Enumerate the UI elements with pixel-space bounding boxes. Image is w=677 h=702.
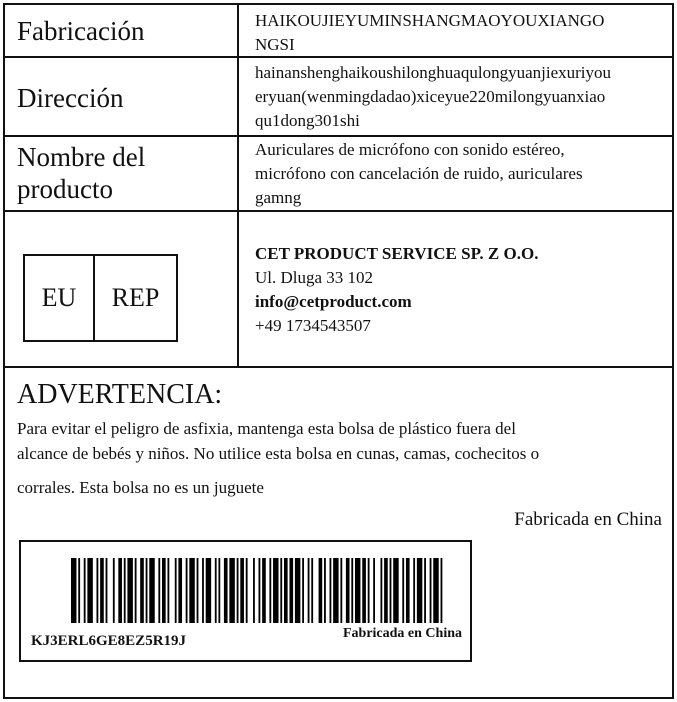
eu-rep-street: Ul. Dluga 33 102: [255, 268, 374, 287]
warning-line-2: alcance de bebés y niños. No utilice esta bolsa en cunas, camas, cochecitos o: [17, 444, 540, 463]
barcode-bar: [311, 558, 313, 623]
barcode-bar: [380, 558, 382, 623]
product-label-cell: [5, 137, 239, 210]
barcode-bar: [78, 558, 80, 623]
product-value-line-1: Auriculares de micrófono con sonido estéreo,: [255, 140, 565, 159]
product-value-line-3: gamng: [255, 188, 302, 207]
made-in-china-text: Fabricada en China: [514, 509, 662, 530]
barcode-bar: [259, 558, 261, 623]
barcode-bar: [406, 558, 410, 623]
barcode-bar: [319, 558, 323, 623]
barcode-bar: [186, 558, 188, 623]
address-value-line-3: qu1dong301shi: [255, 111, 360, 130]
product-label: [3, 3, 674, 699]
barcode-bar: [140, 558, 144, 623]
barcode-bar: [178, 558, 182, 623]
barcode-bar: [127, 558, 132, 623]
address-value-line-1: hainanshenghaikoushilonghuaqulongyuanjiexuriyou: [255, 63, 611, 82]
barcode-bar: [162, 558, 166, 623]
manufacturer-label: Fabricación: [17, 16, 145, 46]
barcode-bar: [330, 558, 332, 623]
barcode-bar: [284, 558, 288, 623]
eu-rep-info: [255, 242, 538, 338]
barcode-bar: [373, 558, 375, 623]
barcode-bar: [346, 558, 350, 623]
manufacturer-value: [255, 9, 604, 57]
barcode-bar: [100, 558, 104, 623]
eu-rep-email: info@cetproduct.com: [255, 292, 412, 311]
barcode-bar: [71, 558, 76, 623]
address-value-cell: [239, 58, 672, 135]
barcode-bar: [202, 558, 204, 623]
barcode-bar: [384, 558, 388, 623]
manufacturer-value-line-1: HAIKOUJIEYUMINSHANGMAOYOUXIANGO: [255, 11, 605, 30]
barcode-bar: [424, 558, 426, 623]
barcode-bar: [417, 558, 422, 623]
warning-line-1: Para evitar el peligro de asfixia, mantenga esta bolsa de plástico fuera del: [17, 419, 516, 438]
barcode-bar: [167, 558, 169, 623]
eu-rep-company: CET PRODUCT SERVICE SP. Z O.O.: [255, 244, 539, 263]
barcode-bar: [118, 558, 122, 623]
barcode-bar: [229, 558, 234, 623]
barcode-code: KJ3ERL6GE8EZ5R19J: [31, 633, 187, 649]
address-value: [255, 61, 611, 133]
product-value-cell: [239, 137, 672, 210]
barcode-bar: [240, 558, 244, 623]
manufacturer-value-cell: [239, 5, 672, 56]
barcode-bar: [324, 558, 326, 623]
address-label-cell: [5, 58, 239, 135]
barcode-bar: [441, 558, 443, 623]
manufacturer-row: [5, 5, 672, 58]
product-value: [255, 138, 583, 210]
barcode-bar: [96, 558, 98, 623]
barcode-bar: [430, 558, 432, 623]
warning-line-3: corrales. Esta bolsa no es un juguete: [17, 478, 264, 497]
barcode-bar: [302, 558, 304, 623]
barcode-bar: [390, 558, 392, 623]
barcode-bar: [295, 558, 300, 623]
barcode-bar: [262, 558, 266, 623]
barcode-bar: [206, 558, 211, 623]
warning-title: ADVERTENCIA:: [17, 379, 223, 410]
barcode-bar: [269, 558, 271, 623]
barcode-bar: [253, 558, 255, 623]
product-label-line-1: Nombre del: [17, 142, 146, 172]
product-value-line-2: micrófono con cancelación de ruido, auriculares: [255, 164, 583, 183]
warning-text: [17, 416, 539, 500]
barcode-box: [19, 540, 472, 662]
barcode-bar: [106, 558, 108, 623]
barcode-bar: [215, 558, 217, 623]
address-value-line-2: eryuan(wenmingdadao)xiceyue220milongyuanxiao: [255, 87, 606, 106]
barcode-bar: [197, 558, 199, 623]
barcode-bar: [340, 558, 342, 623]
barcode-bar: [433, 558, 438, 623]
barcode-made-in: Fabricada en China: [342, 626, 462, 641]
barcode-bar: [355, 558, 360, 623]
barcode-bar: [175, 558, 177, 623]
barcode-bar: [84, 558, 86, 623]
eu-rep-badge: [23, 254, 178, 342]
eu-rep-badge-eu: EU: [25, 256, 95, 340]
barcode-bar: [237, 558, 239, 623]
barcode-bar: [289, 558, 293, 623]
barcode-bar: [368, 558, 370, 623]
eu-rep-badge-rep: REP: [111, 283, 160, 312]
product-row: [5, 137, 672, 212]
manufacturer-label-cell: [5, 5, 239, 56]
barcode-bar: [393, 558, 398, 623]
barcode-bar: [402, 558, 404, 623]
barcode-bar: [362, 558, 366, 623]
barcode-bar: [158, 558, 160, 623]
address-row: [5, 58, 672, 137]
manufacturer-value-line-2: NGSI: [255, 35, 295, 54]
barcode-bar: [146, 558, 148, 623]
product-label-line-2: producto: [17, 174, 113, 204]
eu-rep-badge-cell: [5, 212, 239, 366]
eu-rep-row: [5, 212, 672, 368]
barcode-bar: [87, 558, 92, 623]
barcode-bar: [246, 558, 248, 623]
barcode-bar: [135, 558, 137, 623]
eu-rep-info-cell: [239, 212, 672, 366]
barcode-bar: [113, 558, 115, 623]
eu-rep-phone: +49 1734543507: [255, 316, 371, 335]
barcode-bar: [189, 558, 194, 623]
barcode-bar: [149, 558, 154, 623]
address-label: Dirección: [17, 83, 124, 113]
barcode-bar: [124, 558, 126, 623]
barcode-bar: [218, 558, 220, 623]
barcode-bar: [413, 558, 415, 623]
barcode-bar: [333, 558, 338, 623]
barcode-bar: [280, 558, 282, 623]
barcode-bar: [308, 558, 310, 623]
product-label: [17, 141, 145, 205]
barcode-bar: [273, 558, 278, 623]
barcode-bar: [351, 558, 353, 623]
barcode-bar: [224, 558, 228, 623]
